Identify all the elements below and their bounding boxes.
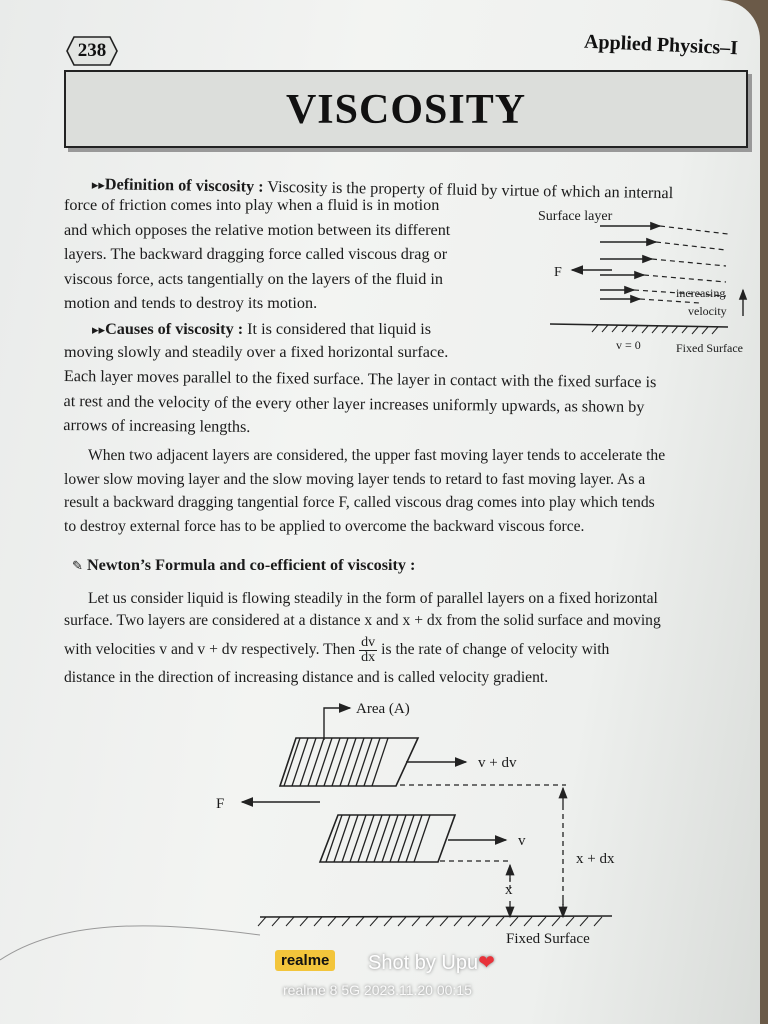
adjacent-line: lower slow moving layer and the slow moving layer tends to retard to fast moving layer. As a	[64, 470, 646, 488]
newton-heading-line	[72, 553, 672, 579]
force-label: F	[216, 796, 225, 812]
double-arrow-icon: ▸▸	[92, 322, 106, 337]
chapter-title: VISCOSITY	[285, 87, 527, 133]
v-label: v	[518, 833, 526, 849]
brand-logo: realme	[275, 950, 335, 971]
book-title: Applied Physics–I	[583, 30, 739, 60]
fixed-surface-label: Fixed Surface	[676, 341, 743, 355]
page-number: 238	[77, 40, 107, 61]
causes-line-2: moving slowly and steadily over a fixed horizontal surface.	[64, 343, 449, 361]
x-label: x	[505, 882, 513, 898]
fixed-surface-line	[260, 916, 612, 917]
adjacent-line: to destroy external force has to be applied to overcome the backward viscous force.	[64, 517, 585, 535]
causes-line: Each layer moves parallel to the fixed surface. The layer in contact with the fixed surface is	[63, 366, 657, 392]
zero-velocity-label: v = 0	[616, 338, 641, 352]
causes-line: arrows of increasing lengths.	[63, 415, 251, 436]
velocity-gradient-fraction	[359, 636, 377, 665]
definition-line: layers. The backward dragging force called viscous drag or	[64, 245, 448, 263]
fixed-surface-line	[550, 324, 728, 327]
causes-line: at rest and the velocity of the every other layer increases uniformly upwards, as shown by	[63, 391, 645, 416]
fraction-numerator: dv	[361, 634, 376, 650]
newton-line-3	[64, 633, 754, 667]
lower-layer	[320, 815, 455, 862]
causes-text: It is considered that liquid is	[243, 320, 432, 338]
area-label: Area (A)	[356, 701, 410, 717]
surface-hatching	[258, 917, 602, 926]
page-number-badge	[66, 36, 118, 66]
adjacent-layers-paragraph	[64, 444, 754, 538]
definition-text: Viscosity is the property of fluid by virtue of which an internal	[263, 177, 674, 203]
fixed-surface-label: Fixed Surface	[506, 931, 590, 947]
shot-by-label: Shot by Upu	[368, 952, 479, 974]
newton-text: is the rate of change of velocity with	[381, 641, 610, 658]
upper-layer	[280, 738, 418, 786]
double-arrow-icon: ▸▸	[91, 176, 105, 193]
causes-line-1	[92, 317, 522, 343]
newton-line-1: Let us consider liquid is flowing steadily in the form of parallel layers on a fixed horizontal	[88, 590, 658, 607]
surface-layer-label: Surface layer	[538, 209, 613, 224]
velocity-label: velocity	[688, 304, 727, 318]
fraction-denominator: dx	[361, 649, 376, 665]
adjacent-line: result a backward dragging tangential force F, called viscous drag comes into play which tends	[64, 494, 655, 511]
newton-line-4: distance in the direction of increasing distance and is called velocity gradient.	[64, 669, 549, 686]
layers-velocity-diagram	[530, 200, 760, 360]
definition-heading: Definition of viscosity :	[104, 175, 264, 196]
causes-heading: Causes of viscosity :	[105, 320, 244, 338]
force-label: F	[554, 265, 562, 280]
definition-line: motion and tends to destroy its motion.	[64, 294, 318, 312]
newton-line-2: surface. Two layers are considered at a distance x and x + dx from the solid surface and moving	[64, 612, 661, 629]
x-plus-dx-label: x + dx	[576, 851, 615, 867]
page-curl-shadow	[0, 900, 300, 1024]
v-plus-dv-label: v + dv	[478, 755, 517, 771]
shot-by-text	[368, 950, 495, 975]
camera-meta: realme 8 5G 2023.11.20 00:15	[283, 982, 472, 998]
newton-heading: Newton’s Formula and co-efficient of viscosity :	[86, 556, 416, 574]
causes-body	[63, 364, 754, 445]
pencil-icon: ✎	[72, 558, 83, 573]
definition-line: viscous force, acts tangentially on the layers of the fluid in	[64, 269, 443, 288]
heart-icon: ❤	[478, 952, 495, 974]
definition-body	[64, 193, 520, 316]
area-pointer-arrow	[324, 708, 350, 740]
newton-text: with velocities v and v + dv respectively. Then	[64, 641, 356, 658]
chapter-title-box	[64, 70, 748, 148]
definition-line: force of friction comes into play when a fluid is in motion	[64, 196, 440, 214]
definition-line: and which opposes the relative motion between its different	[64, 220, 451, 239]
increasing-label: increasing	[676, 286, 726, 300]
adjacent-line: When two adjacent layers are considered, the upper fast moving layer tends to accelerate the	[88, 447, 666, 464]
